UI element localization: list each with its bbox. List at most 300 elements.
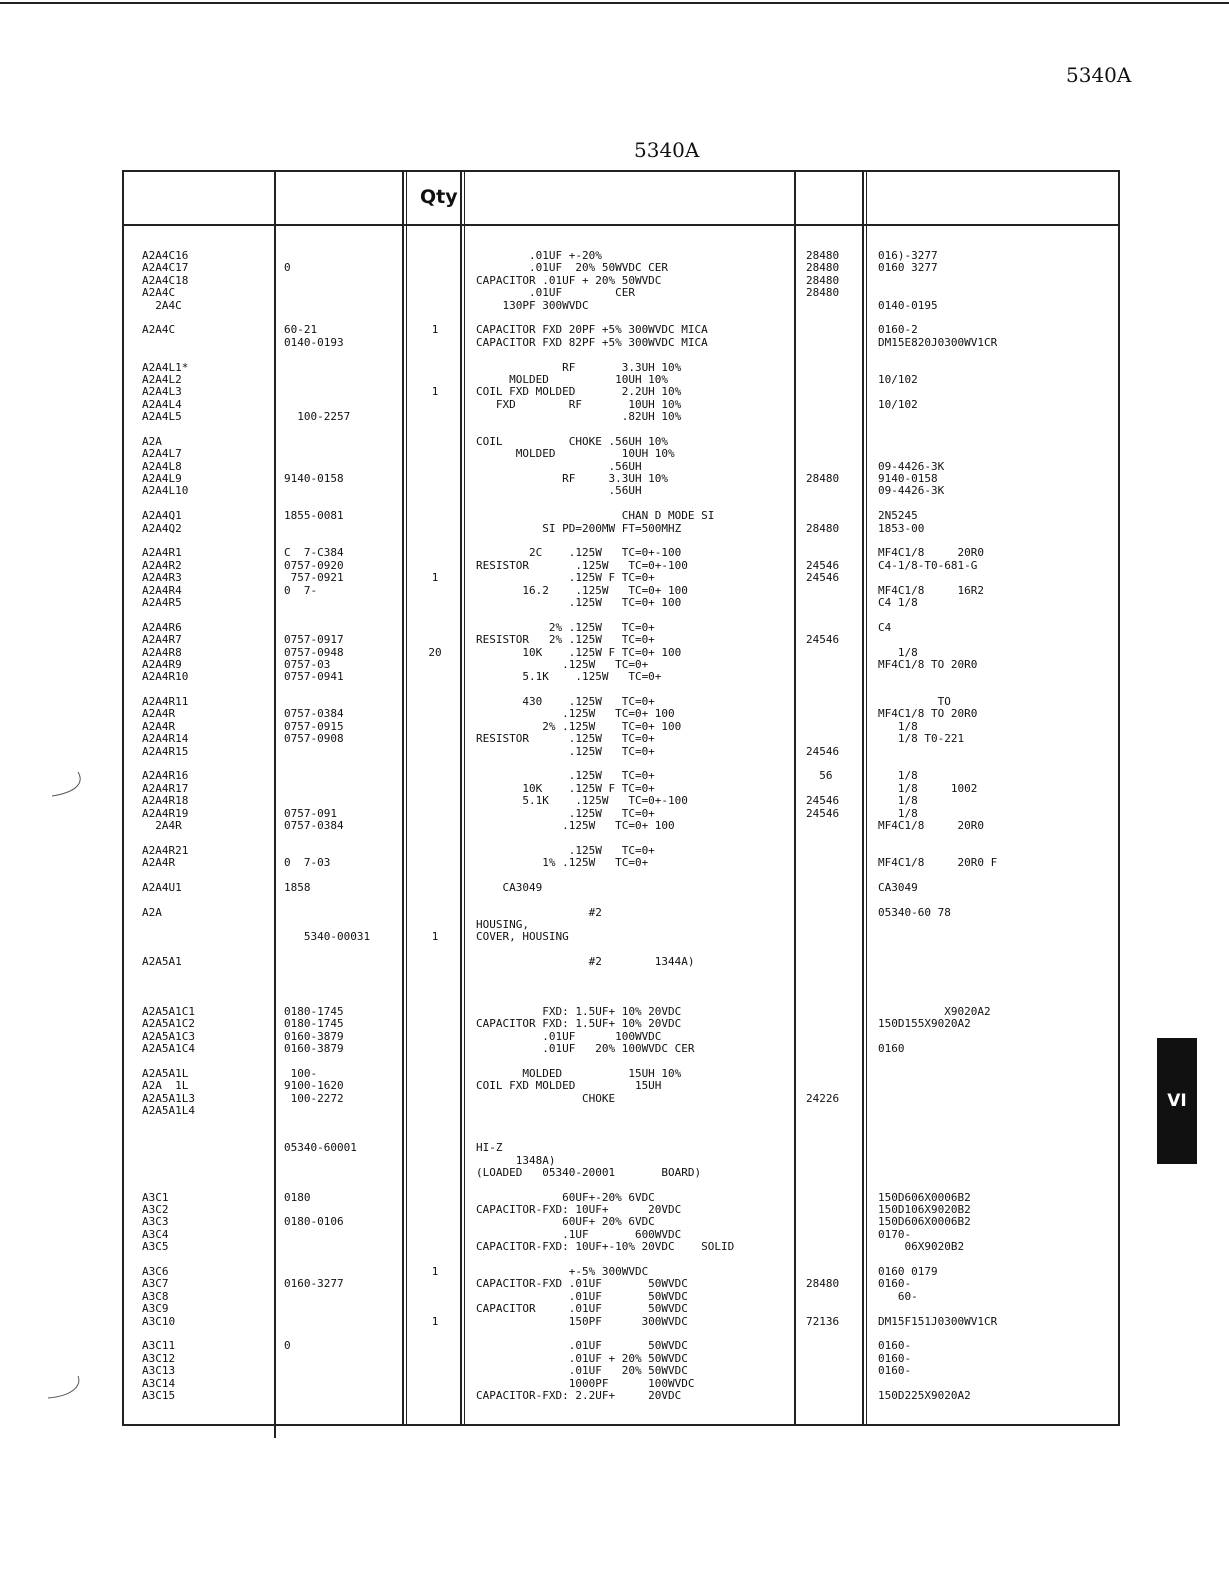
part-number-cell: [284, 944, 404, 956]
description-cell: 16.2 .125W TC=0+ 100: [476, 584, 688, 597]
part-number-cell: 5340-00031: [284, 931, 371, 944]
qty-cell: [420, 312, 450, 324]
qty-cell: [420, 1365, 450, 1377]
mfr-part-number-cell: [878, 758, 1108, 770]
part-number-cell: [284, 250, 404, 262]
qty-cell: 1: [431, 1315, 439, 1328]
description-cell: HOUSING,: [476, 919, 529, 932]
mfr-code-cell: [806, 535, 858, 547]
mfr-part-number-cell: 150D606X0006B2: [878, 1216, 971, 1229]
part-number-cell: 1855-0081: [284, 510, 344, 523]
qty-cell: [420, 634, 450, 646]
description-cell: [476, 1179, 802, 1191]
part-number-cell: [284, 845, 404, 857]
description-cell: 10K .125W F TC=0+: [476, 782, 655, 795]
description-cell: 1348A): [476, 1154, 556, 1167]
qty-cell: [420, 1291, 450, 1303]
description-cell: RESISTOR 2% .125W TC=0+: [476, 634, 655, 647]
part-number-cell: 0160-3879: [284, 1030, 344, 1043]
part-number-cell: [284, 1266, 404, 1278]
qty-cell: [420, 510, 450, 522]
description-cell: .82UH 10%: [476, 411, 682, 424]
qty-cell: [420, 956, 450, 968]
qty-cell: [420, 485, 450, 497]
description-cell: [476, 498, 802, 510]
description-cell: +-5% 300WVDC: [476, 1266, 649, 1279]
qty-cell: [420, 684, 450, 696]
qty-cell: [420, 1080, 450, 1092]
description-cell: 5.1K .125W TC=0+-100: [476, 795, 688, 808]
qty-cell: [420, 1043, 450, 1055]
description-cell: CAPACITOR .01UF + 20% 50WVDC: [476, 274, 662, 287]
mfr-code-cell: [806, 981, 858, 993]
part-number-cell: [284, 1055, 404, 1067]
part-number-cell: [284, 795, 404, 807]
qty-cell: [420, 981, 450, 993]
ref-cell: A2A4L1*: [142, 361, 189, 374]
ref-cell: A2A 1L: [142, 1080, 189, 1093]
ref-cell: [142, 993, 272, 1005]
mfr-part-number-cell: 1/8: [878, 720, 918, 733]
description-cell: [476, 535, 802, 547]
mfr-part-number-cell: 09-4426-3K: [878, 485, 945, 498]
mfr-code-cell: [806, 721, 858, 733]
part-number-cell: 0160-3879: [284, 1043, 344, 1055]
ref-cell: A2A5A1C4: [142, 1043, 195, 1055]
mfr-code-cell: [806, 349, 858, 361]
part-number-cell: 0160-3277: [284, 1278, 344, 1291]
mfr-code-cell: [806, 882, 858, 894]
mfr-code-cell: [806, 597, 858, 609]
mfr-code-cell: [806, 510, 858, 522]
description-cell: [476, 993, 802, 1005]
ref-cell: A2A5A1L3: [142, 1092, 195, 1105]
part-number-cell: [284, 919, 404, 931]
ref-cell: A3C9: [142, 1303, 169, 1316]
mfr-code-cell: 56: [806, 770, 833, 783]
mfr-code-cell: [806, 1192, 858, 1204]
ref-cell: A2A4R18: [142, 795, 189, 808]
ref-cell: [142, 312, 272, 324]
ref-cell: A2A4Q2: [142, 522, 182, 535]
mfr-part-number-cell: 150D106X9020B2: [878, 1204, 971, 1217]
mfr-part-number-cell: 09-4426-3K: [878, 460, 945, 473]
mfr-code-cell: [806, 1353, 858, 1365]
description-cell: CAPACITOR-FXD: 2.2UF+ 20VDC: [476, 1389, 682, 1402]
qty-cell: [420, 845, 450, 857]
qty-cell: [420, 795, 450, 807]
mfr-code-cell: [806, 423, 858, 435]
qty-cell: 1: [431, 931, 439, 944]
ref-cell: A3C5: [142, 1241, 169, 1254]
mfr-part-number-cell: [878, 1117, 1108, 1129]
ref-cell: A2A4R11: [142, 696, 189, 709]
qty-cell: [420, 894, 450, 906]
part-number-cell: [284, 1105, 404, 1117]
mfr-code-cell: 24546: [806, 634, 840, 647]
mfr-part-number-cell: 0160-: [878, 1340, 912, 1353]
mfr-part-number-cell: [878, 1378, 1108, 1390]
description-cell: HI-Z: [476, 1142, 503, 1155]
qty-cell: [420, 870, 450, 882]
ref-cell: A3C13: [142, 1365, 176, 1378]
mfr-code-cell: [806, 585, 858, 597]
part-number-cell: [284, 399, 404, 411]
description-cell: 60UF+-20% 6VDC: [476, 1191, 655, 1204]
mfr-part-number-cell: [878, 981, 1108, 993]
ref-cell: A2A5A1C1: [142, 1005, 195, 1018]
ref-cell: [142, 931, 272, 943]
mfr-code-cell: [806, 1328, 858, 1340]
ref-cell: [142, 337, 272, 349]
part-number-cell: [284, 1303, 404, 1315]
part-number-cell: [284, 1117, 404, 1129]
qty-cell: [420, 597, 450, 609]
part-number-cell: [284, 362, 404, 374]
mfr-code-cell: [806, 1204, 858, 1216]
mfr-code-cell: [806, 969, 858, 981]
part-number-cell: 0180-1745: [284, 1005, 344, 1018]
qty-cell: [420, 696, 450, 708]
mfr-code-cell: [806, 1068, 858, 1080]
part-number-cell: [284, 1179, 404, 1191]
mfr-code-cell: [806, 1254, 858, 1266]
mfr-code-cell: [806, 758, 858, 770]
mfr-code-cell: 24546: [806, 572, 840, 585]
ref-cell: A2A5A1C2: [142, 1018, 195, 1031]
description-cell: 130PF 300WVDC: [476, 299, 589, 312]
description-cell: 150PF 300WVDC: [476, 1315, 688, 1328]
mfr-code-cell: [806, 1155, 858, 1167]
ref-cell: A2A4R2: [142, 559, 182, 572]
mfr-part-number-cell: 1/8: [878, 795, 918, 808]
description-cell: .01UF 20% 50WVDC: [476, 1365, 688, 1378]
qty-cell: [420, 1328, 450, 1340]
qty-cell: [420, 944, 450, 956]
mfr-part-number-cell: [878, 1068, 1108, 1080]
mfr-part-number-cell: 2N5245: [878, 510, 918, 523]
part-number-cell: 0757-0941: [284, 671, 344, 684]
mfr-part-number-cell: 0170-: [878, 1228, 912, 1241]
description-cell: .01UF CER: [476, 287, 635, 300]
margin-mark: [48, 770, 88, 800]
mfr-code-cell: [806, 312, 858, 324]
part-number-cell: [284, 609, 404, 621]
mfr-part-number-cell: [878, 1254, 1108, 1266]
ref-cell: A3C1: [142, 1191, 169, 1204]
ref-cell: A2A: [142, 435, 162, 448]
description-cell: [476, 758, 802, 770]
qty-cell: [420, 1055, 450, 1067]
qty-cell: [420, 1229, 450, 1241]
qty-cell: [420, 250, 450, 262]
mfr-code-cell: [806, 448, 858, 460]
part-number-cell: [284, 770, 404, 782]
mfr-code-cell: [806, 820, 858, 832]
description-cell: 10K .125W F TC=0+ 100: [476, 646, 682, 659]
ref-cell: A2A4R: [142, 720, 176, 733]
part-number-cell: [284, 1204, 404, 1216]
mfr-part-number-cell: DM15F151J0300WV1CR: [878, 1315, 998, 1328]
qty-cell: [420, 832, 450, 844]
ref-cell: A2A4R4: [142, 584, 182, 597]
part-number-cell: 0: [284, 1340, 291, 1353]
ref-cell: A2A4L2: [142, 373, 182, 386]
mfr-code-cell: [806, 1266, 858, 1278]
mfr-code-cell: [806, 671, 858, 683]
mfr-part-number-cell: MF4C1/8 20R0: [878, 547, 984, 560]
ref-cell: A2A5A1: [142, 956, 182, 969]
section-tab-vi: VI: [1157, 1038, 1197, 1164]
mfr-part-number-cell: [878, 746, 1108, 758]
mfr-code-cell: [806, 1241, 858, 1253]
ref-cell: [142, 1254, 272, 1266]
description-cell: .01UF 50WVDC: [476, 1340, 688, 1353]
description-cell: .01UF 20% 50WVDC CER: [476, 262, 669, 275]
part-number-cell: [284, 374, 404, 386]
qty-cell: [420, 1117, 450, 1129]
ref-cell: A2A4R6: [142, 621, 182, 634]
mfr-part-number-cell: C4-1/8-T0-681-G: [878, 559, 978, 572]
description-cell: .125W TC=0+: [476, 658, 649, 671]
ref-cell: A2A: [142, 906, 162, 919]
part-number-cell: 100-2257: [284, 411, 351, 424]
mfr-part-number-cell: [878, 832, 1108, 844]
description-cell: RF 3.3UH 10%: [476, 361, 682, 374]
qty-cell: [420, 523, 450, 535]
ref-cell: A2A5A1L: [142, 1067, 189, 1080]
ref-cell: A2A4R: [142, 708, 176, 721]
mfr-code-cell: [806, 436, 858, 448]
mfr-code-cell: 24546: [806, 807, 840, 820]
mfr-part-number-cell: [878, 423, 1108, 435]
part-number-cell: 0: [284, 262, 291, 275]
mfr-part-number-cell: [878, 1155, 1108, 1167]
mfr-code-cell: [806, 1291, 858, 1303]
mfr-code-cell: [806, 1117, 858, 1129]
mfr-part-number-cell: [878, 931, 1108, 943]
model-number-top-right: 5340A: [1066, 63, 1132, 87]
mfr-part-number-cell: MF4C1/8 TO 20R0: [878, 658, 978, 671]
part-number-cell: [284, 300, 404, 312]
mfr-part-number-cell: [878, 1179, 1108, 1191]
part-number-cell: 0 7-: [284, 584, 318, 597]
mfr-part-number-cell: MF4C1/8 16R2: [878, 584, 984, 597]
qty-cell: [420, 362, 450, 374]
description-cell: [476, 969, 802, 981]
qty-cell: [420, 1192, 450, 1204]
qty-cell: [420, 1105, 450, 1117]
qty-cell: [420, 1216, 450, 1228]
description-cell: 60UF+ 20% 6VDC: [476, 1216, 655, 1229]
description-cell: [476, 1117, 802, 1129]
description-cell: .01UF 100WVDC: [476, 1030, 662, 1043]
ref-cell: A3C2: [142, 1204, 169, 1217]
description-cell: MOLDED 10UH 10%: [476, 373, 669, 386]
qty-cell: [420, 461, 450, 473]
mfr-part-number-cell: 150D606X0006B2: [878, 1191, 971, 1204]
part-number-cell: [284, 1229, 404, 1241]
mfr-part-number-cell: [878, 609, 1108, 621]
mfr-code-cell: [806, 647, 858, 659]
mfr-part-number-cell: CA3049: [878, 881, 918, 894]
ref-cell: [142, 609, 272, 621]
part-number-cell: [284, 783, 404, 795]
mfr-code-cell: [806, 1365, 858, 1377]
description-cell: COIL FXD MOLDED 2.2UH 10%: [476, 386, 682, 399]
ref-cell: A3C6: [142, 1266, 169, 1279]
ref-cell: A3C12: [142, 1352, 176, 1365]
mfr-part-number-cell: 1/8: [878, 807, 918, 820]
ref-cell: A2A4L4: [142, 398, 182, 411]
ref-cell: A2A4Q1: [142, 510, 182, 523]
description-cell: .125W TC=0+: [476, 745, 655, 758]
mfr-code-cell: [806, 1179, 858, 1191]
mfr-part-number-cell: [878, 1142, 1108, 1154]
description-cell: .125W TC=0+ 100: [476, 596, 682, 609]
part-number-cell: 0757-03: [284, 658, 331, 671]
description-cell: .125W TC=0+: [476, 807, 655, 820]
ref-cell: [142, 1117, 272, 1129]
qty-cell: [420, 1018, 450, 1030]
part-number-cell: 0757-091: [284, 807, 337, 820]
qty-cell: [420, 857, 450, 869]
ref-cell: A2A4R19: [142, 807, 189, 820]
part-number-cell: 0180-1745: [284, 1018, 344, 1031]
description-cell: [476, 1105, 802, 1117]
description-cell: FXD RF 10UH 10%: [476, 398, 682, 411]
description-cell: 2C .125W TC=0+-100: [476, 547, 682, 560]
part-number-cell: [284, 696, 404, 708]
ref-cell: A3C3: [142, 1216, 169, 1229]
part-number-cell: [284, 1353, 404, 1365]
qty-cell: 1: [431, 572, 439, 585]
mfr-code-cell: 24546: [806, 559, 840, 572]
qty-cell: [420, 560, 450, 572]
mfr-part-number-cell: [878, 1130, 1108, 1142]
part-number-cell: [284, 758, 404, 770]
qty-cell: [420, 349, 450, 361]
description-cell: .125W F TC=0+: [476, 572, 655, 585]
ref-cell: A2A4C16: [142, 250, 189, 262]
quantity-column: [420, 250, 450, 1402]
qty-cell: [420, 746, 450, 758]
ref-cell: [142, 423, 272, 435]
qty-cell: 1: [431, 324, 439, 337]
description-cell: [476, 832, 802, 844]
qty-cell: [420, 733, 450, 745]
part-number-cell: [284, 622, 404, 634]
mfr-code-cell: [806, 1340, 858, 1352]
mfr-code-cell: [806, 733, 858, 745]
qty-cell: [420, 1378, 450, 1390]
mfr-code-cell: [806, 684, 858, 696]
part-number-cell: [284, 287, 404, 299]
ref-cell: [142, 1155, 272, 1167]
part-number-cell: [284, 870, 404, 882]
description-cell: [476, 944, 802, 956]
qty-cell: [420, 262, 450, 274]
part-number-cell: [284, 275, 404, 287]
mfr-part-number-cell: [878, 894, 1108, 906]
ref-cell: A2A4R21: [142, 844, 189, 857]
mfr-part-number-cell: [878, 671, 1108, 683]
description-cell: [476, 1328, 802, 1340]
part-number-cell: [284, 981, 404, 993]
mfr-part-number-column: [878, 250, 1108, 1402]
mfr-part-number-cell: [878, 845, 1108, 857]
qty-cell: 20: [428, 646, 442, 659]
mfr-part-number-cell: [878, 1055, 1108, 1067]
mfr-code-cell: [806, 919, 858, 931]
mfr-code-cell: [806, 374, 858, 386]
ref-cell: [142, 498, 272, 510]
mfr-code-cell: 28480: [806, 1278, 840, 1291]
qty-cell: [420, 969, 450, 981]
mfr-code-cell: [806, 1142, 858, 1154]
part-number-cell: [284, 956, 404, 968]
description-cell: [476, 349, 802, 361]
mfr-part-number-cell: MF4C1/8 20R0: [878, 819, 984, 832]
ref-cell: [142, 919, 272, 931]
qty-cell: [420, 708, 450, 720]
mfr-part-number-cell: 10/102: [878, 373, 918, 386]
description-cell: MOLDED 10UH 10%: [476, 448, 675, 461]
mfr-part-number-cell: TO: [878, 696, 951, 709]
mfr-code-cell: 72136: [806, 1315, 840, 1328]
description-cell: 1% .125W TC=0+: [476, 857, 649, 870]
ref-cell: [142, 832, 272, 844]
model-number-center: 5340A: [634, 138, 700, 162]
part-number-cell: [284, 1328, 404, 1340]
qty-cell: [420, 1179, 450, 1191]
part-number-cell: 0757-0908: [284, 733, 344, 746]
description-cell: .01UF 20% 100WVDC CER: [476, 1043, 695, 1055]
mfr-code-cell: 24226: [806, 1092, 840, 1105]
mfr-part-number-cell: [878, 436, 1108, 448]
mfr-code-cell: [806, 1216, 858, 1228]
qty-cell: [420, 535, 450, 547]
ref-cell: A2A4R15: [142, 745, 189, 758]
description-cell: SI PD=200MW FT=500MHZ: [476, 522, 682, 535]
ref-cell: [142, 1055, 272, 1067]
part-number-cell: [284, 498, 404, 510]
qty-cell: [420, 919, 450, 931]
part-number-cell: 0140-0193: [284, 336, 344, 349]
mfr-code-cell: [806, 609, 858, 621]
mfr-code-cell: [806, 857, 858, 869]
part-number-cell: C 7-C384: [284, 547, 344, 560]
part-number-cell: [284, 1167, 404, 1179]
mfr-part-number-cell: MF4C1/8 TO 20R0: [878, 708, 978, 721]
part-number-cell: 0757-0920: [284, 559, 344, 572]
mfr-part-number-cell: [878, 684, 1108, 696]
mfr-code-cell: [806, 1167, 858, 1179]
mfr-part-number-cell: [878, 386, 1108, 398]
ref-cell: A3C7: [142, 1278, 169, 1291]
qty-cell: [420, 609, 450, 621]
ref-cell: A2A4R14: [142, 733, 189, 746]
mfr-code-cell: [806, 411, 858, 423]
part-number-cell: [284, 684, 404, 696]
qty-cell: [420, 448, 450, 460]
description-cell: FXD: 1.5UF+ 10% 20VDC: [476, 1005, 682, 1018]
mfr-code-column: [806, 250, 858, 1402]
mfr-part-number-cell: 0160-2: [878, 324, 918, 337]
ref-cell: A2A4R: [142, 857, 176, 870]
ref-cell: A2A4R1: [142, 547, 182, 560]
description-cell: COIL FXD MOLDED 15UH: [476, 1080, 662, 1093]
